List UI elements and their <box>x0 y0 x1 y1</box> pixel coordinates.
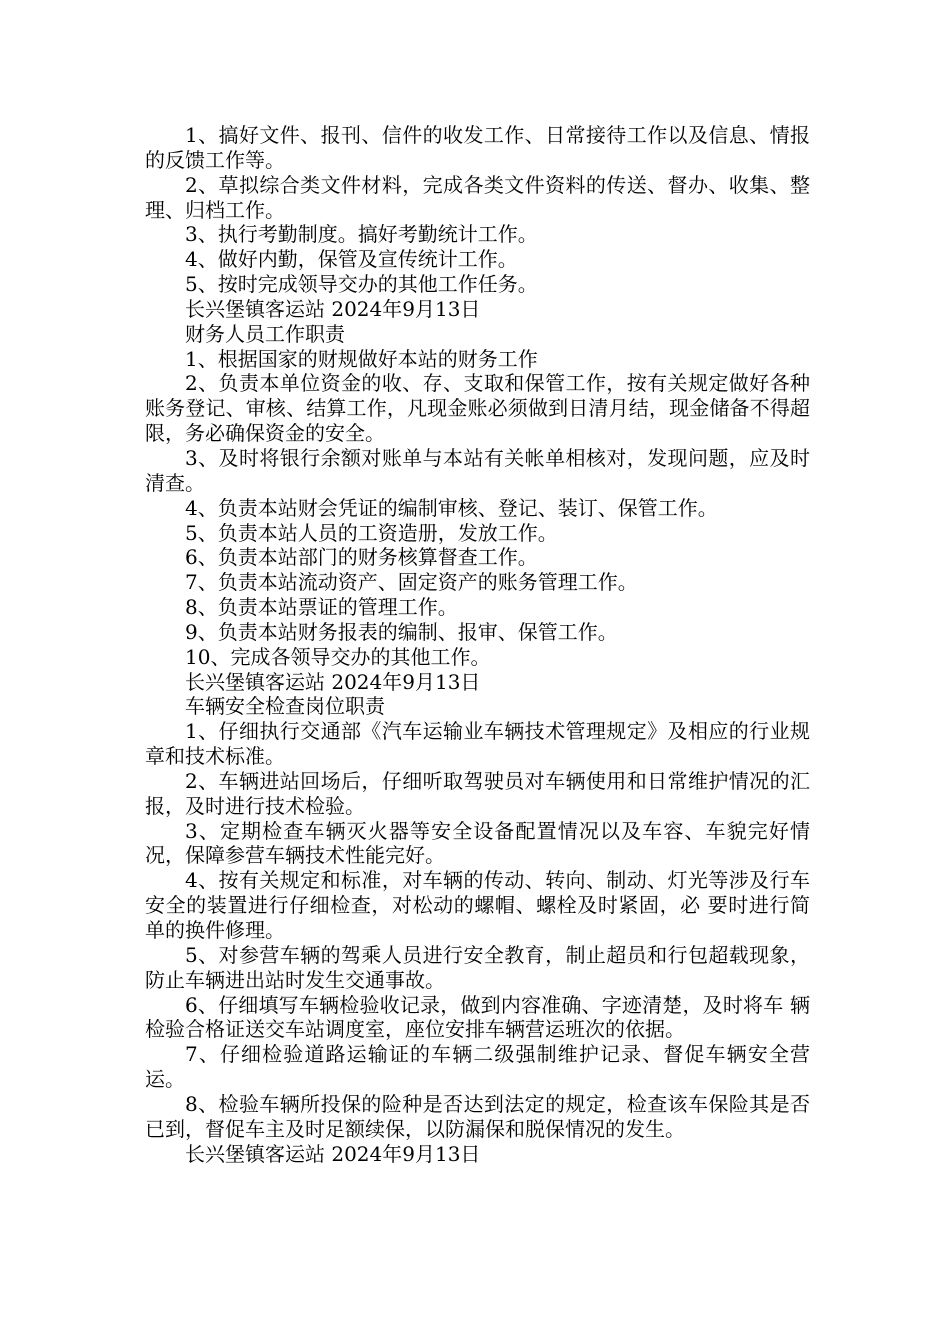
paragraph-item: 10、完成各领导交办的其他工作。 <box>185 644 491 669</box>
paragraph-item: 4、负责本站财会凭证的编制审核、登记、装订、保管工作。 <box>185 495 718 520</box>
paragraph-item: 2、草拟综合类文件材料，完成各类文件资料的传送、督办、收集、整理、归档工作。 <box>145 172 810 222</box>
section-title: 财务人员工作职责 <box>185 321 345 346</box>
paragraph-item: 2、车辆进站回场后，仔细听取驾驶员对车辆使用和日常维护情况的汇报，及时进行技术检验。 <box>145 768 810 818</box>
paragraph-item: 5、按时完成领导交办的其他工作任务。 <box>185 272 538 297</box>
paragraph-item: 1、搞好文件、报刊、信件的收发工作、日常接待工作以及信息、情报的反馈工作等。 <box>145 123 810 172</box>
paragraph-item: 4、做好内勤，保管及宣传统计工作。 <box>185 247 518 272</box>
paragraph-item: 5、对参营车辆的驾乘人员进行安全教育，制止超员和行包超载现象，防止车辆进出站时发生交通事故。 <box>145 942 810 992</box>
paragraph-item: 8、检验车辆所投保的险种是否达到法定的规定，检查该车保险其是否已到，督促车主及时足额续保，以防漏保和脱保情况的发生。 <box>145 1091 810 1141</box>
paragraph-item: 9、负责本站财务报表的编制、报审、保管工作。 <box>185 619 618 644</box>
paragraph-item: 6、仔细填写车辆检验收记录，做到内容准确、字迹清楚，及时将车 辆检验合格证送交车站调度室，座位安排车辆营运班次的依据。 <box>145 992 810 1042</box>
section-title: 车辆安全检查岗位职责 <box>185 694 385 719</box>
paragraph-item: 5、负责本站人员的工资造册，发放工作。 <box>185 520 558 545</box>
paragraph-item: 4、按有关规定和标准，对车辆的传动、转向、制动、灯光等涉及行车安全的装置进行仔细检查，对松动的螺帽、螺栓及时紧固，必 要时进行简单的换件修理。 <box>145 868 810 942</box>
paragraph-item: 3、执行考勤制度。搞好考勤统计工作。 <box>185 222 538 247</box>
document-page <box>145 123 810 1166</box>
signature-line: 长兴堡镇客运站 2024年9月13日 <box>185 296 481 321</box>
paragraph-item: 1、仔细执行交通部《汽车运输业车辆技术管理规定》及相应的行业规章和技术标准。 <box>145 719 810 769</box>
signature-line: 长兴堡镇客运站 2024年9月13日 <box>185 1141 481 1166</box>
paragraph-item: 2、负责本单位资金的收、存、支取和保管工作，按有关规定做好各种账务登记、审核、结算工作，凡现金账必须做到日清月结，现金储备不得超限，务必确保资金的安全。 <box>145 371 810 446</box>
paragraph-item: 7、负责本站流动资产、固定资产的账务管理工作。 <box>185 570 638 595</box>
paragraph-item: 7、仔细检验道路运输证的车辆二级强制维护记录、督促车辆安全营运。 <box>145 1042 810 1092</box>
signature-line: 长兴堡镇客运站 2024年9月13日 <box>185 669 481 694</box>
paragraph-item: 3、定期检查车辆灭火器等安全设备配置情况以及车容、车貌完好情况，保障参营车辆技术性能完好。 <box>145 818 810 868</box>
paragraph-item: 1、根据国家的财规做好本站的财务工作 <box>185 346 538 371</box>
paragraph-item: 6、负责本站部门的财务核算督查工作。 <box>185 545 538 570</box>
paragraph-item: 3、及时将银行余额对账单与本站有关帐单相核对，发现问题，应及时清查。 <box>145 445 810 495</box>
paragraph-item: 8、负责本站票证的管理工作。 <box>185 595 458 620</box>
